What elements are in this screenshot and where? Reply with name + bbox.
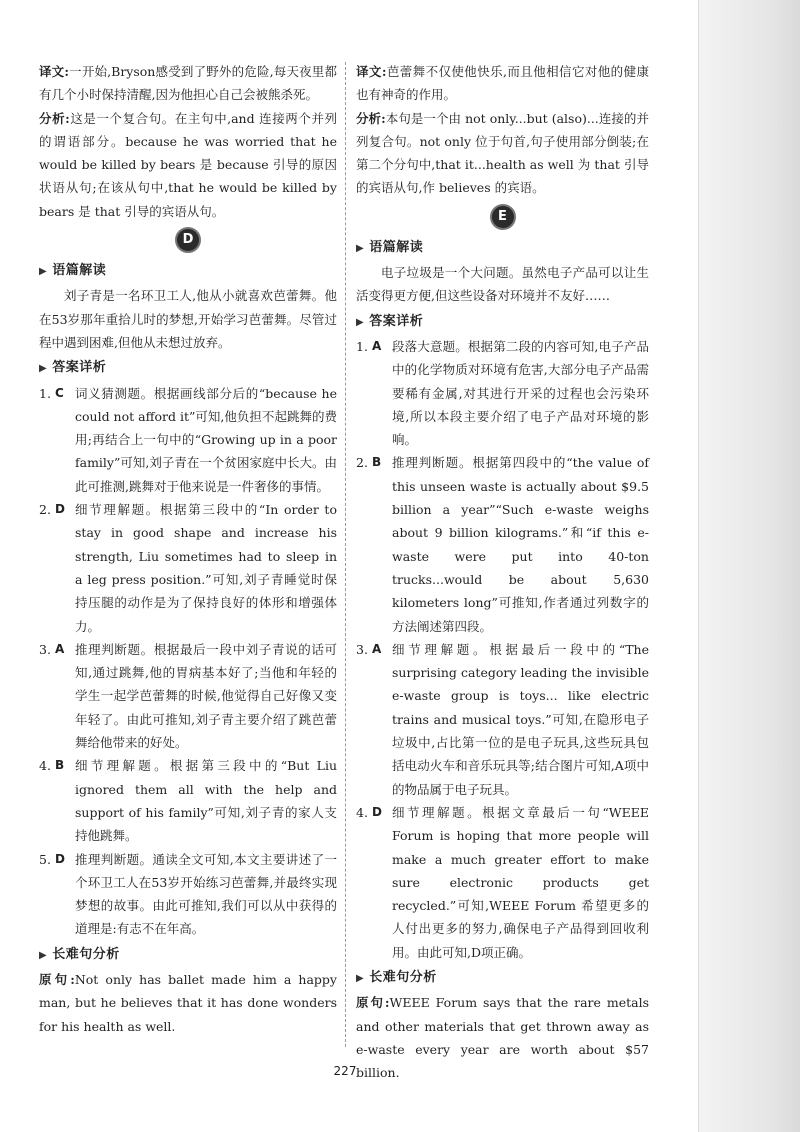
original-sentence-e: 原句:WEEE Forum says that the rare metals and other materials that get thrown away as e-waste every year are worth about $57 billion.	[356, 995, 649, 1081]
answer-number: 1.	[356, 338, 368, 354]
answer-letter: A	[372, 338, 382, 353]
section-e-marker	[356, 204, 649, 234]
section-d-marker	[39, 227, 337, 257]
answer-item	[356, 801, 649, 964]
answer-number: 5.	[39, 851, 51, 867]
section-d-badge: D	[175, 227, 201, 253]
answer-item	[356, 638, 649, 801]
translation-c: 译文:一开始,Bryson感受到了野外的危险,每天夜里都有几个小时保持清醒,因为他担心自己会被熊杀死。	[39, 64, 337, 103]
arrow-icon: ▶	[356, 242, 365, 254]
answer-explanation: 细节理解题。根据第三段中的“In order to stay in good shape and increase his strength, Liu sometimes had to sleep in a leg press position.”可知,刘子青睡觉时保持压腿的动作是为了保持良好的体形和增强体力。	[75, 502, 337, 634]
answer-number: 2.	[356, 455, 368, 471]
arrow-icon: ▶	[356, 316, 365, 328]
answer-explanation: 段落大意题。根据第二段的内容可知,电子产品中的化学物质对环境有危害,大部分电子产品需要稀有金属,对其进行开采的过程也会污染环境,所以本段主要介绍了电子产品对环境的影响。	[392, 338, 649, 448]
answer-item	[356, 335, 649, 451]
answer-number: 4.	[39, 758, 51, 774]
answer-explanation: 词义猜测题。根据画线部分后的“because he could not afford it”可知,他负担不起跳舞的费用;再结合上一句中的“Growing up in a poor family”可知,刘子青在一个贫困家庭中长大。由此可推测,跳舞对于他来说是一件奢侈的事情。	[75, 385, 337, 494]
answer-letter: B	[55, 758, 65, 773]
answer-item	[39, 848, 337, 941]
arrow-icon: ▶	[356, 972, 365, 984]
section-e-badge: E	[490, 204, 516, 230]
answer-number: 3.	[356, 641, 368, 657]
answer-letter: A	[372, 641, 382, 656]
answer-explanation: 推理判断题。根据第四段中的“the value of this unseen waste is actually about $9.5 billion a year”“Such e-waste weighs about 9 billion kilograms.”和“if this e-waste were put into 40-ton trucks...would be about 5,630 kilometers long”可推知,作者通过列数字的方法阐述第四段。	[392, 455, 649, 634]
answer-letter: C	[55, 385, 64, 400]
answer-explanation: 推理判断题。通读全文可知,本文主要讲述了一个环卫工人在53岁开始练习芭蕾舞,并最终实现梦想的故事。由此可推知,我们可以从中获得的道理是:有志不在年高。	[75, 851, 337, 937]
answer-explanation: 细节理解题。根据文章最后一句“WEEE Forum is hoping that more people will make a much greater effort to make sure electronic products get recycled.”可知,WEEE Forum 希望更多的人付出更多的努力,确保电子产品得到回收利用。由此可知,D项正确。	[392, 804, 649, 960]
answer-item	[356, 451, 649, 637]
answer-explanation: 细节理解题。根据最后一段中的“The surprising category leading the invisible e-waste group is toys... like electric trains and musical toys.”可知,在隐形电子垃圾中,占比第一位的是电子玩具,这些玩具包括电动火车和音乐玩具等;结合图片可知,A项中的物品属于电子玩具。	[392, 641, 649, 797]
long-sentence-heading-d: ▶ 长难句分析	[39, 946, 120, 962]
answer-item	[39, 754, 337, 847]
arrow-icon: ▶	[39, 949, 48, 961]
analysis-d: 分析:本句是一个由 not only...but (also)...连接的并列复合句。not only 位于句首,句子使用部分倒装;在第二个分句中,that it...health as well 为 that 引导的宾语从句,作 believes 的宾语。	[356, 110, 649, 196]
translation-d: 译文:芭蕾舞不仅使他快乐,而且他相信它对他的健康也有神奇的作用。	[356, 64, 649, 103]
arrow-icon: ▶	[39, 363, 48, 375]
analysis-c: 分析:这是一个复合句。在主句中,and 连接两个并列的谓语部分。because he was worried that he would be killed by bears 是 because 引导的原因状语从句;在该从句中,that he would be killed by bears 是 that 引导的宾语从句。	[39, 110, 337, 219]
answer-number: 2.	[39, 502, 51, 518]
page-number: 227	[333, 1064, 357, 1078]
answer-item	[39, 382, 337, 498]
answers-heading-d: ▶ 答案详析	[39, 360, 107, 376]
answer-explanation: 细节理解题。根据第三段中的“But Liu ignored them all with the help and support of his family”可知,刘子青的家人支持他跳舞。	[75, 758, 337, 844]
answer-letter: D	[55, 851, 65, 866]
answer-letter: B	[372, 455, 382, 470]
reading-heading-d: ▶ 语篇解读	[39, 263, 107, 279]
answer-item	[39, 638, 337, 754]
answers-list-d	[39, 382, 337, 941]
answer-letter: D	[55, 502, 65, 517]
right-column	[356, 60, 649, 1084]
answer-number: 1.	[39, 385, 51, 401]
arrow-icon: ▶	[39, 266, 48, 278]
answer-letter: A	[55, 641, 65, 656]
page-edge	[698, 0, 800, 1132]
answer-item	[39, 498, 337, 638]
reading-summary-e: 电子垃圾是一个大问题。虽然电子产品可以让生活变得更方便,但这些设备对环境并不友好……	[356, 265, 649, 304]
answer-number: 3.	[39, 641, 51, 657]
reading-summary-d: 刘子青是一名环卫工人,他从小就喜欢芭蕾舞。他在53岁那年重拾儿时的梦想,开始学习芭蕾舞。尽管过程中遇到困难,但他从未想过放弃。	[39, 288, 337, 350]
column-divider	[345, 62, 346, 1047]
answer-number: 4.	[356, 804, 368, 820]
answer-explanation: 推理判断题。根据最后一段中刘子青说的话可知,通过跳舞,他的胃病基本好了;当他和年轻的学生一起学芭蕾舞的时候,他觉得自己好像又变年轻了。由此可推知,刘子青主要介绍了跳芭蕾舞给他带来的好处。	[75, 641, 337, 751]
left-column	[39, 60, 337, 1038]
answer-letter: D	[372, 804, 382, 819]
answers-heading-e: ▶ 答案详析	[356, 313, 424, 329]
original-sentence-d: 原句:Not only has ballet made him a happy man, but he believes that it has done wonders for his health as well.	[39, 971, 337, 1034]
long-sentence-heading-e: ▶ 长难句分析	[356, 969, 437, 985]
answers-list-e	[356, 335, 649, 964]
reading-heading-e: ▶ 语篇解读	[356, 239, 424, 255]
